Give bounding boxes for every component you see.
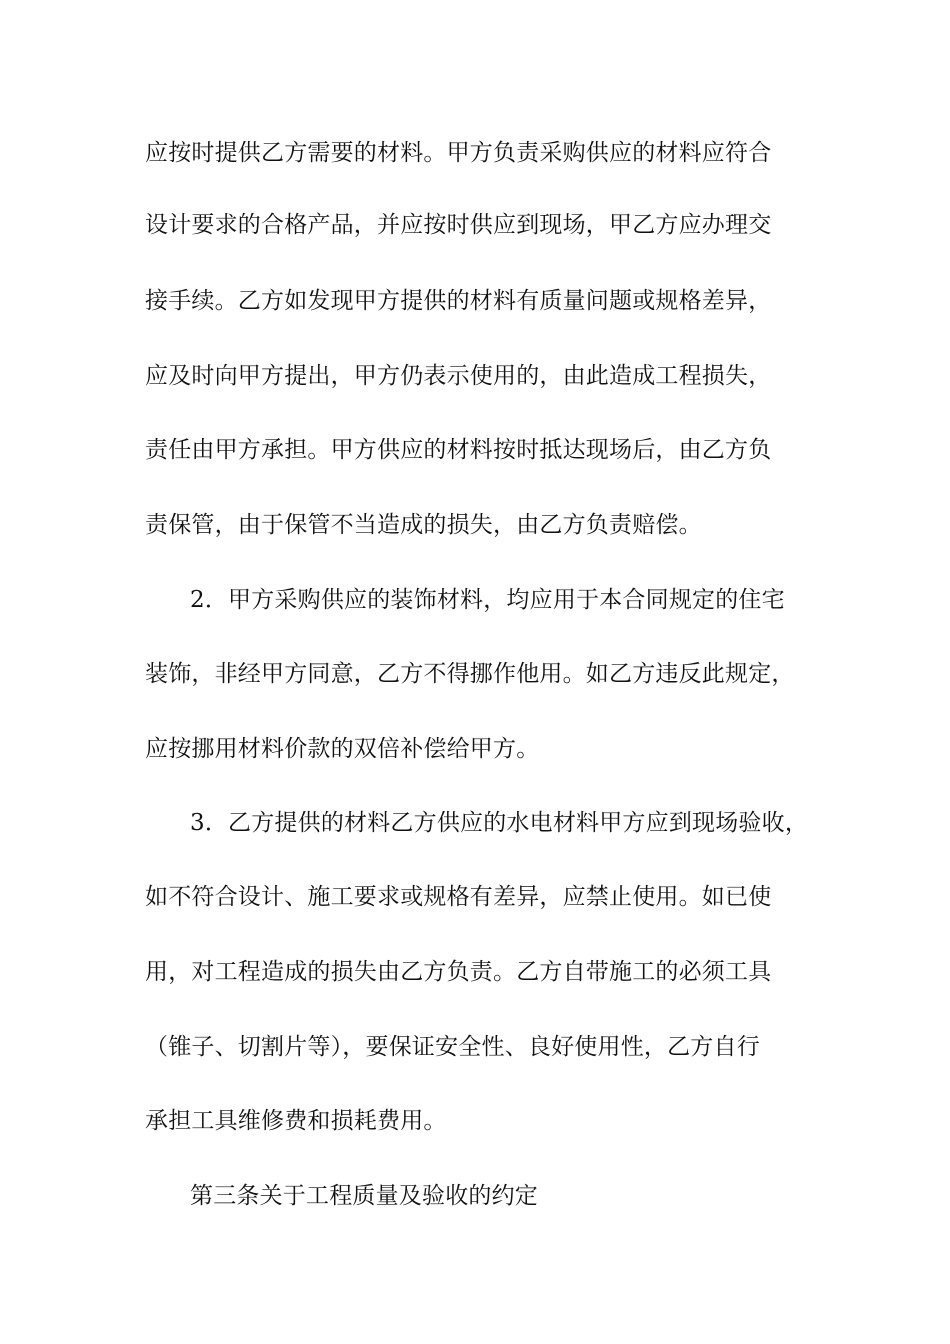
paragraph-line: 装饰，非经甲方同意，乙方不得挪作他用。如乙方违反此规定，: [145, 661, 795, 687]
paragraph-line: 责任由甲方承担。甲方供应的材料按时抵达现场后，由乙方负: [145, 437, 772, 463]
paragraph-line: 承担工具维修费和损耗费用。: [145, 1108, 447, 1134]
paragraph-line: （锥子、切割片等），要保证安全性、良好使用性，乙方自行: [145, 1034, 760, 1060]
section-heading: 第三条关于工程质量及验收的约定: [190, 1183, 538, 1209]
paragraph-line: 2．甲方采购供应的装饰材料，均应用于本合同规定的住宅: [190, 587, 785, 613]
paragraph-line: 应及时向甲方提出，甲方仍表示使用的，由此造成工程损失，: [145, 363, 772, 389]
paragraph-line: 如不符合设计、施工要求或规格有差异，应禁止使用。如已使: [145, 884, 772, 910]
paragraph-line: 应按时提供乙方需要的材料。甲方负责采购供应的材料应符合: [145, 140, 772, 166]
paragraph-line: 责保管，由于保管不当造成的损失，由乙方负责赔偿。: [145, 512, 702, 538]
paragraph-line: 设计要求的合格产品，并应按时供应到现场，甲乙方应办理交: [145, 212, 772, 238]
paragraph-line: 接手续。乙方如发现甲方提供的材料有质量问题或规格差异，: [145, 288, 772, 314]
paragraph-line: 应按挪用材料价款的双倍补偿给甲方。: [145, 736, 540, 762]
paragraph-line: 用，对工程造成的损失由乙方负责。乙方自带施工的必须工具: [145, 959, 772, 985]
paragraph-line: 3．乙方提供的材料乙方供应的水电材料甲方应到现场验收，: [190, 810, 809, 836]
